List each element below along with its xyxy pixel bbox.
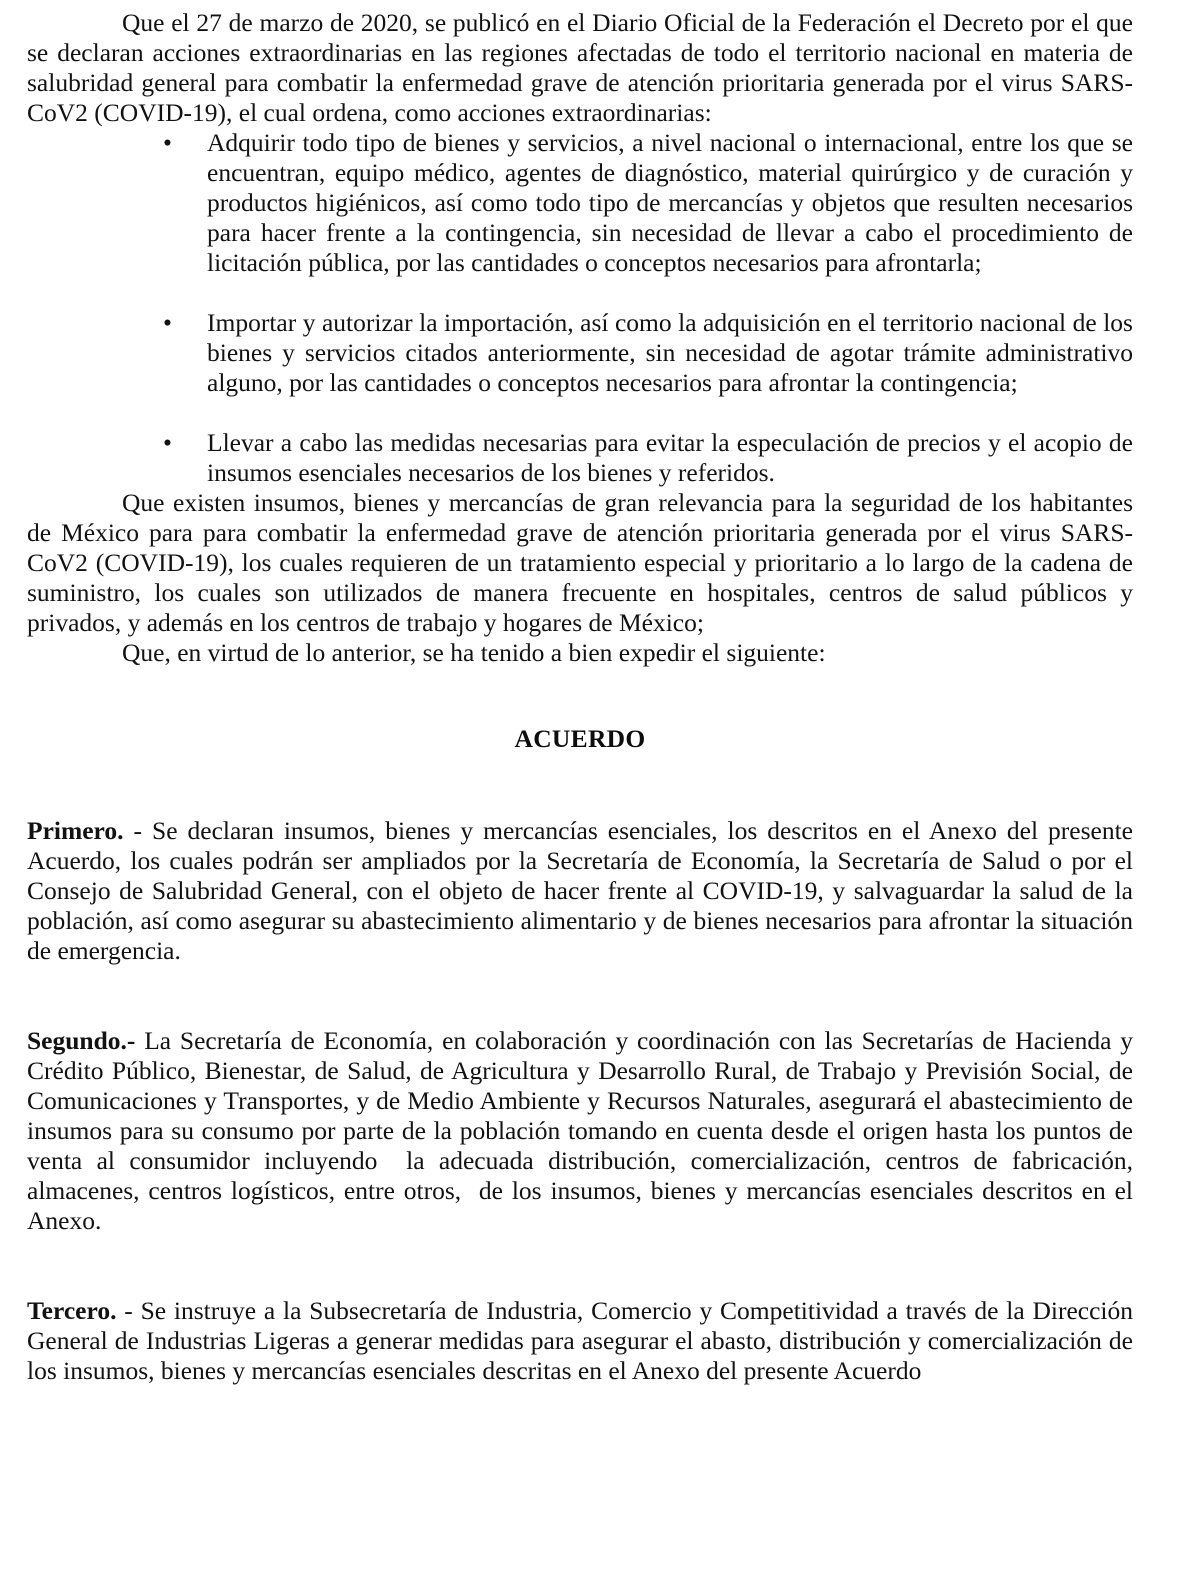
article-body-text: Se instruye a la Subsecretaría de Industria, Comercio y Competitividad a través de la Dirección General de Industrias Ligeras a generar medidas para asegurar el abasto, distribución y comercialización de los insumos, bienes y mercancías esenciales descritas en el Anexo del presente Acuerdo xyxy=(27,1296,1140,1385)
article-separator: - xyxy=(116,1296,141,1325)
article-lead-label: Primero. xyxy=(27,816,124,845)
spacer xyxy=(27,1236,1133,1296)
bullet-icon: • xyxy=(163,308,172,337)
list-item-text: Llevar a cabo las medidas necesarias para evitar la especulación de precios y el acopio de insumos esenciales necesarios de los bienes y referidos. xyxy=(207,428,1133,487)
list-item xyxy=(27,128,1133,278)
article-separator: - xyxy=(123,816,153,845)
article-primero xyxy=(27,816,1140,966)
spacer xyxy=(27,966,1133,1026)
paragraph-intro: Que el 27 de marzo de 2020, se publicó en el Diario Oficial de la Federación el Decreto por el que se declaran acciones extraordinarias en las regiones afectadas de todo el territorio nacional en materia de salubridad general para combatir la enfermedad grave de atención prioritaria generada por el virus SARS-CoV2 (COVID-19), el cual ordena, como acciones extraordinarias: xyxy=(27,8,1133,127)
list-item xyxy=(27,428,1133,488)
extraordinary-actions-list xyxy=(27,128,1133,488)
list-item-text: Adquirir todo tipo de bienes y servicios, a nivel nacional o internacional, entre los que se encuentran, equipo médico, agentes de diagnóstico, material quirúrgico y de curación y productos higiénicos, así como todo tipo de mercancías y objetos que resulten necesarios para hacer frente a la contingencia, sin necesidad de llevar a cabo el procedimiento de licitación pública, por las cantidades o conceptos necesarios para afrontarla; xyxy=(207,128,1133,277)
bullet-icon: • xyxy=(163,428,172,457)
paragraph-considerando-insumos: Que existen insumos, bienes y mercancías de gran relevancia para la seguridad de los habitantes de México para para combatir la enfermedad grave de atención prioritaria generada por el virus SARS-CoV2 (COVID-19), los cuales requieren de un tratamiento especial y prioritario a lo largo de la cadena de suministro, los cuales son utilizados de manera frecuente en hospitales, centros de salud públicos y privados, y además en los centros de trabajo y hogares de México; xyxy=(27,488,1133,637)
article-body-text: La Secretaría de Economía, en colaboración y coordinación con las Secretarías de Hacienda y Crédito Público, Bienestar, de Salud, de Agricultura y Desarrollo Rural, de Trabajo y Previsión Social, de Comunicaciones y Transportes, y de Medio Ambiente y Recursos Naturales, asegurará el abastecimiento de insumos para su consumo por parte de la población tomando en cuenta desde el origen hasta los puntos de venta al consumidor incluyendo la adecuada distribución, comercialización, centros de fabricación, almacenes, centros logísticos, entre otros, de los insumos, bienes y mercancías esenciales descritos en el Anexo. xyxy=(27,1026,1140,1235)
article-segundo xyxy=(27,1026,1140,1236)
article-separator xyxy=(135,1026,144,1055)
bullet-icon: • xyxy=(163,128,172,157)
article-lead-label: Segundo.- xyxy=(27,1026,136,1055)
spacer xyxy=(27,754,1133,816)
spacer xyxy=(27,668,1133,724)
article-body-text: Se declaran insumos, bienes y mercancías esenciales, los descritos en el Anexo del presente Acuerdo, los cuales podrán ser ampliados por la Secretaría de Economía, la Secretaría de Salud o por el Consejo de Salubridad General, con el objeto de hacer frente al COVID-19, y salvaguardar la salud de la población, así como asegurar su abastecimiento alimentario y de bienes necesarios para afrontar la situación de emergencia. xyxy=(27,816,1140,965)
list-item xyxy=(27,308,1133,398)
document-content xyxy=(27,8,1140,1386)
page-title: ACUERDO xyxy=(514,724,646,753)
list-item-text: Importar y autorizar la importación, así como la adquisición en el territorio nacional de los bienes y servicios citados anteriormente, sin necesidad de agotar trámite administrativo alguno, por las cantidades o conceptos necesarios para afrontar la contingencia; xyxy=(207,308,1133,397)
article-tercero xyxy=(27,1296,1140,1386)
article-lead-label: Tercero. xyxy=(27,1296,117,1325)
paragraph-en-virtud: Que, en virtud de lo anterior, se ha tenido a bien expedir el siguiente: xyxy=(122,638,826,667)
